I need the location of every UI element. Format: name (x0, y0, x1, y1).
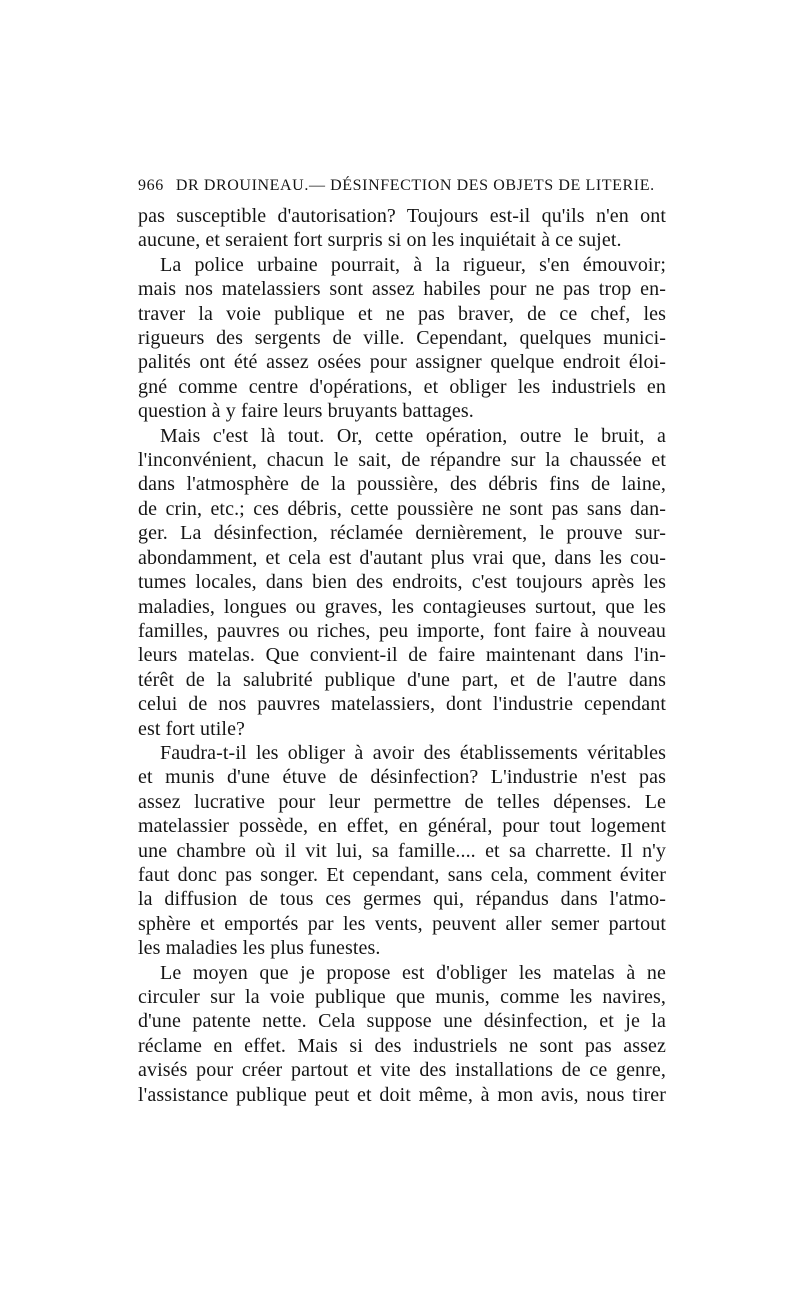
text-line: traver la voie publique et ne pas braver, de ce chef, les (138, 302, 666, 325)
running-head (138, 176, 666, 196)
text-line: maladies, longues ou graves, les contagieuses surtout, que les (138, 595, 666, 618)
text-line: mais nos matelassiers sont assez habiles pour ne pas trop en- (138, 278, 666, 301)
text-line: rigueurs des sergents de ville. Cependant, quelques munici- (138, 327, 666, 350)
text-line: circuler sur la voie publique que munis, comme les navires, (138, 986, 666, 1008)
text-line: d'une patente nette. Cela suppose une désinfection, et je la (138, 1010, 666, 1033)
text-line: La police urbaine pourrait, à la rigueur, s'en émouvoir; (160, 253, 666, 276)
text-line: Mais c'est là tout. Or, cette opération, outre le bruit, a (160, 424, 666, 447)
text-line: l'inconvénient, chacun le sait, de répandre sur la chaussée et (138, 449, 666, 472)
text-line: palités ont été assez osées pour assigner quelque endroit éloi- (138, 351, 666, 374)
text-line: gné comme centre d'opérations, et obliger les industriels en (138, 375, 666, 398)
running-title: DR DROUINEAU.— DÉSINFECTION DES OBJETS DE LITERIE. (175, 177, 655, 194)
text-line: tumes locales, dans bien des endroits, c'est toujours après les (138, 571, 666, 594)
text-line: ger. La désinfection, réclamée dernièrement, le prouve sur- (138, 522, 666, 545)
page-number: 966 (138, 177, 164, 194)
text-line: une chambre où il vit lui, sa famille.... et sa charrette. Il n'y (138, 839, 666, 862)
paragraph (138, 204, 666, 253)
text-line: de crin, etc.; ces débris, cette poussière ne sont pas sans dan- (138, 497, 666, 520)
text-line: leurs matelas. Que convient-il de faire maintenant dans l'in- (138, 644, 666, 667)
text-line: pas susceptible d'autorisation? Toujours est-il qu'ils n'en ont (138, 205, 666, 227)
text-line: réclame en effet. Mais si des industriels ne sont pas assez (138, 1034, 666, 1057)
paragraph (138, 253, 666, 424)
text-line: abondamment, et cela est d'autant plus vrai que, dans les cou- (138, 546, 666, 569)
text-line: est fort utile? (138, 717, 246, 740)
book-page (138, 176, 666, 1107)
text-line: familles, pauvres ou riches, peu importe, font faire à nouveau (138, 619, 666, 642)
text-line: aucune, et seraient fort surpris si on les inquiétait à ce sujet. (138, 229, 622, 252)
text-line: la diffusion de tous ces germes qui, répandus dans l'atmo- (138, 888, 666, 911)
text-line: dans l'atmosphère de la poussière, des débris fins de laine, (138, 473, 666, 496)
paragraph (138, 741, 666, 961)
paragraph (138, 961, 666, 1107)
text-line: Faudra-t-il les obliger à avoir des établissements véritables (160, 741, 666, 764)
text-line: et munis d'une étuve de désinfection? L'industrie n'est pas (138, 766, 666, 789)
text-line: avisés pour créer partout et vite des installations de ce genre, (138, 1059, 666, 1082)
text-line: celui de nos pauvres matelassiers, dont l'industrie cependant (138, 693, 666, 716)
text-line: les maladies les plus funestes. (138, 937, 381, 960)
paragraph (138, 424, 666, 741)
text-line: question à y faire leurs bruyants battages. (138, 400, 474, 423)
text-line: assez lucrative pour leur permettre de telles dépenses. Le (138, 790, 666, 813)
text-line: Le moyen que je propose est d'obliger les matelas à ne (160, 961, 666, 984)
body-text (138, 204, 666, 1107)
text-line: térêt de la salubrité publique d'une part, et de l'autre dans (138, 668, 666, 691)
text-line: sphère et emportés par les vents, peuvent aller semer partout (138, 912, 666, 935)
text-line: l'assistance publique peut et doit même, à mon avis, nous tirer (138, 1083, 666, 1106)
text-line: matelassier possède, en effet, en général, pour tout logement (138, 815, 666, 838)
text-line: faut donc pas songer. Et cependant, sans cela, comment éviter (138, 863, 666, 886)
